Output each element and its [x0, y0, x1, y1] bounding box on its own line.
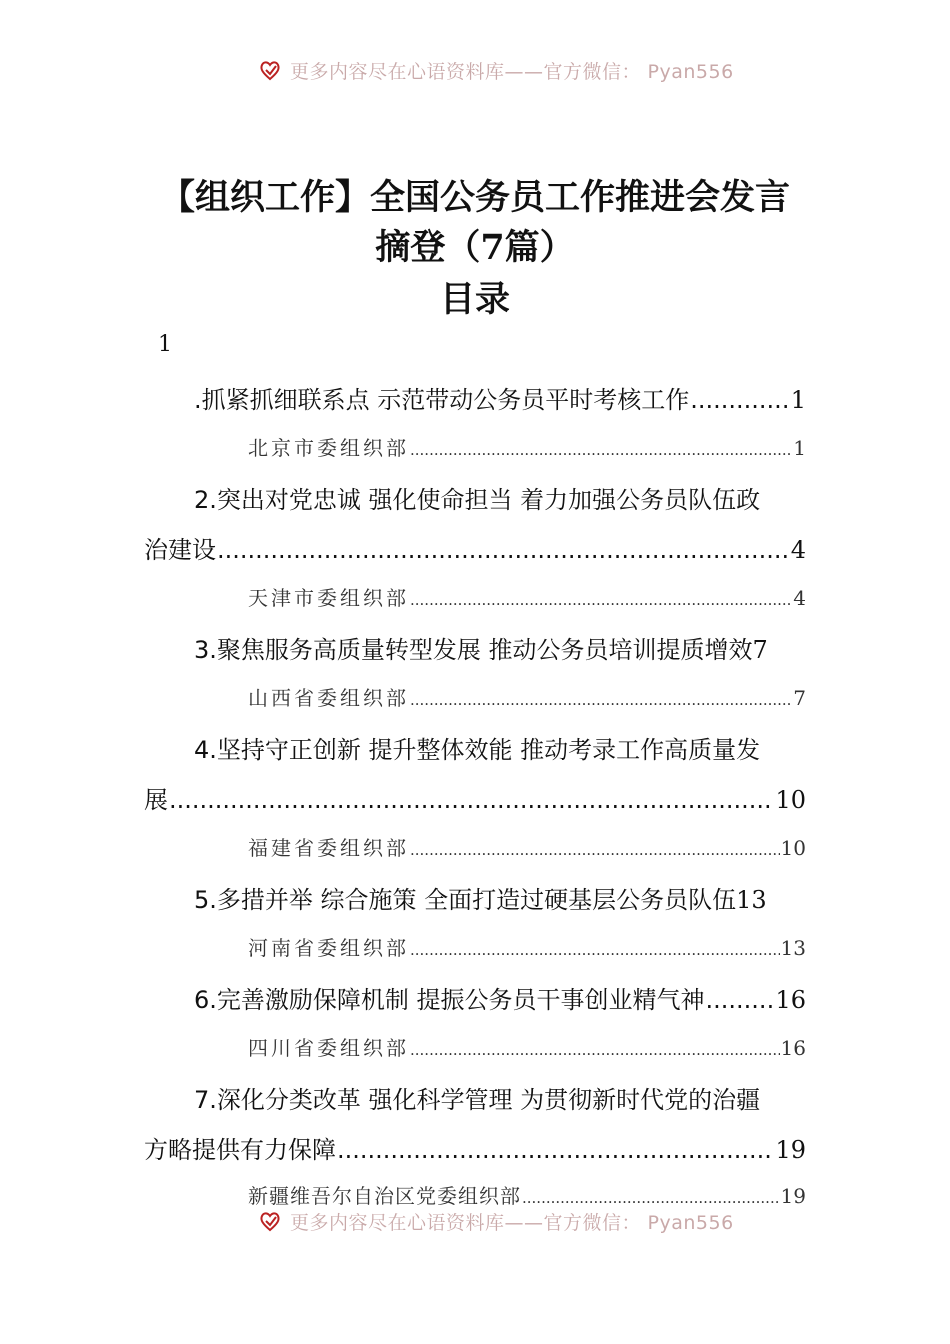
- toc-heading: 目录: [439, 279, 510, 320]
- toc-subentry-6-page: 16: [780, 1036, 806, 1060]
- toc-subentry-1[interactable]: [248, 432, 806, 461]
- toc-subentry-4-page: 10: [780, 836, 806, 860]
- toc-subentry-4[interactable]: [248, 832, 806, 861]
- toc-subentry-5-page: 13: [780, 936, 806, 960]
- toc-entry-1-page: 1: [790, 386, 806, 414]
- toc-entry-2-line2[interactable]: [144, 530, 806, 565]
- toc-entry-4-title-b: 展: [144, 786, 168, 814]
- toc-entry-2-title-a: 2.突出对党忠诚 强化使命担当 着力加强公务员队伍政: [194, 486, 761, 514]
- document-title-line1: 【组织工作】全国公务员工作推进会发言: [159, 177, 790, 218]
- leader-dots: [410, 1041, 780, 1059]
- toc-entry-3-title: 3.聚焦服务高质量转型发展 推动公务员培训提质增效: [194, 636, 753, 664]
- toc-subentry-5[interactable]: [248, 932, 806, 961]
- watermark-bottom: [258, 1206, 738, 1236]
- toc-entry-7-page: 19: [775, 1136, 806, 1164]
- leader-dots: [690, 386, 789, 414]
- toc-subentry-3-page: 7: [793, 686, 806, 710]
- toc-subentry-2[interactable]: [248, 582, 806, 611]
- toc-subentry-6-org: 四川省委组织部: [248, 1036, 409, 1060]
- toc-subentry-6[interactable]: [248, 1032, 806, 1061]
- toc-subentry-1-org: 北京市委组织部: [248, 436, 409, 460]
- toc-subentry-7[interactable]: [248, 1180, 806, 1209]
- toc-entry-7-title-b: 方略提供有力保障: [144, 1136, 336, 1164]
- toc-entry-1[interactable]: [194, 380, 806, 415]
- leader-dots: [410, 691, 792, 709]
- toc-entry-3[interactable]: [194, 630, 806, 665]
- toc-entry-4-page: 10: [775, 786, 806, 814]
- toc-entry-5-title: 5.多措并举 综合施策 全面打造过硬基层公务员队伍: [194, 886, 737, 914]
- toc-entry-6[interactable]: [194, 980, 806, 1015]
- toc-subentry-4-org: 福建省委组织部: [248, 836, 409, 860]
- toc-entry-1-title: .抓紧抓细联系点 示范带动公务员平时考核工作: [194, 386, 690, 414]
- leader-dots: [169, 786, 774, 814]
- toc-entry-2-line1[interactable]: [194, 480, 806, 515]
- toc-entry-4-title-a: 4.坚持守正创新 提升整体效能 推动考录工作高质量发: [194, 736, 761, 764]
- leader-dots: [522, 1189, 780, 1207]
- watermark-top: [258, 55, 738, 85]
- toc-entry-4-line1[interactable]: [194, 730, 806, 765]
- document-title-line2: 摘登（7篇）: [375, 227, 575, 268]
- leader-dots: [410, 841, 780, 859]
- toc-subentry-3[interactable]: [248, 682, 806, 711]
- heart-logo-icon: [258, 1209, 282, 1233]
- watermark-text: 更多内容尽在心语资料库——官方微信： Pyan556: [290, 60, 734, 83]
- page-number: 1: [158, 332, 172, 357]
- leader-dots: [217, 536, 790, 564]
- toc-entry-7-line2[interactable]: [144, 1130, 806, 1165]
- toc-entry-4-line2[interactable]: [144, 780, 806, 815]
- toc-entry-5-page: 13: [736, 886, 767, 914]
- toc-subentry-1-page: 1: [793, 436, 806, 460]
- toc-subentry-7-org: 新疆维吾尔自治区党委组织部: [248, 1184, 521, 1208]
- toc-entry-2-page: 4: [790, 536, 806, 564]
- toc-entry-2-title-b: 治建设: [144, 536, 216, 564]
- watermark-text: 更多内容尽在心语资料库——官方微信： Pyan556: [290, 1211, 734, 1234]
- toc-entry-6-page: 16: [775, 986, 806, 1014]
- leader-dots: [410, 941, 780, 959]
- toc-subentry-2-page: 4: [793, 586, 806, 610]
- leader-dots: [706, 986, 775, 1014]
- toc-entry-3-page: 7: [752, 636, 768, 664]
- toc-entry-7-title-a: 7.深化分类改革 强化科学管理 为贯彻新时代党的治疆: [194, 1086, 761, 1114]
- leader-dots: [410, 441, 792, 459]
- leader-dots: [337, 1136, 774, 1164]
- toc-entry-7-line1[interactable]: [194, 1080, 806, 1115]
- toc-subentry-3-org: 山西省委组织部: [248, 686, 409, 710]
- toc-subentry-2-org: 天津市委组织部: [248, 586, 409, 610]
- leader-dots: [410, 591, 792, 609]
- toc-entry-6-title: 6.完善激励保障机制 提振公务员干事创业精气神: [194, 986, 705, 1014]
- toc-subentry-7-page: 19: [780, 1184, 806, 1208]
- toc-entry-5[interactable]: [194, 880, 806, 915]
- heart-logo-icon: [258, 58, 282, 82]
- toc-subentry-5-org: 河南省委组织部: [248, 936, 409, 960]
